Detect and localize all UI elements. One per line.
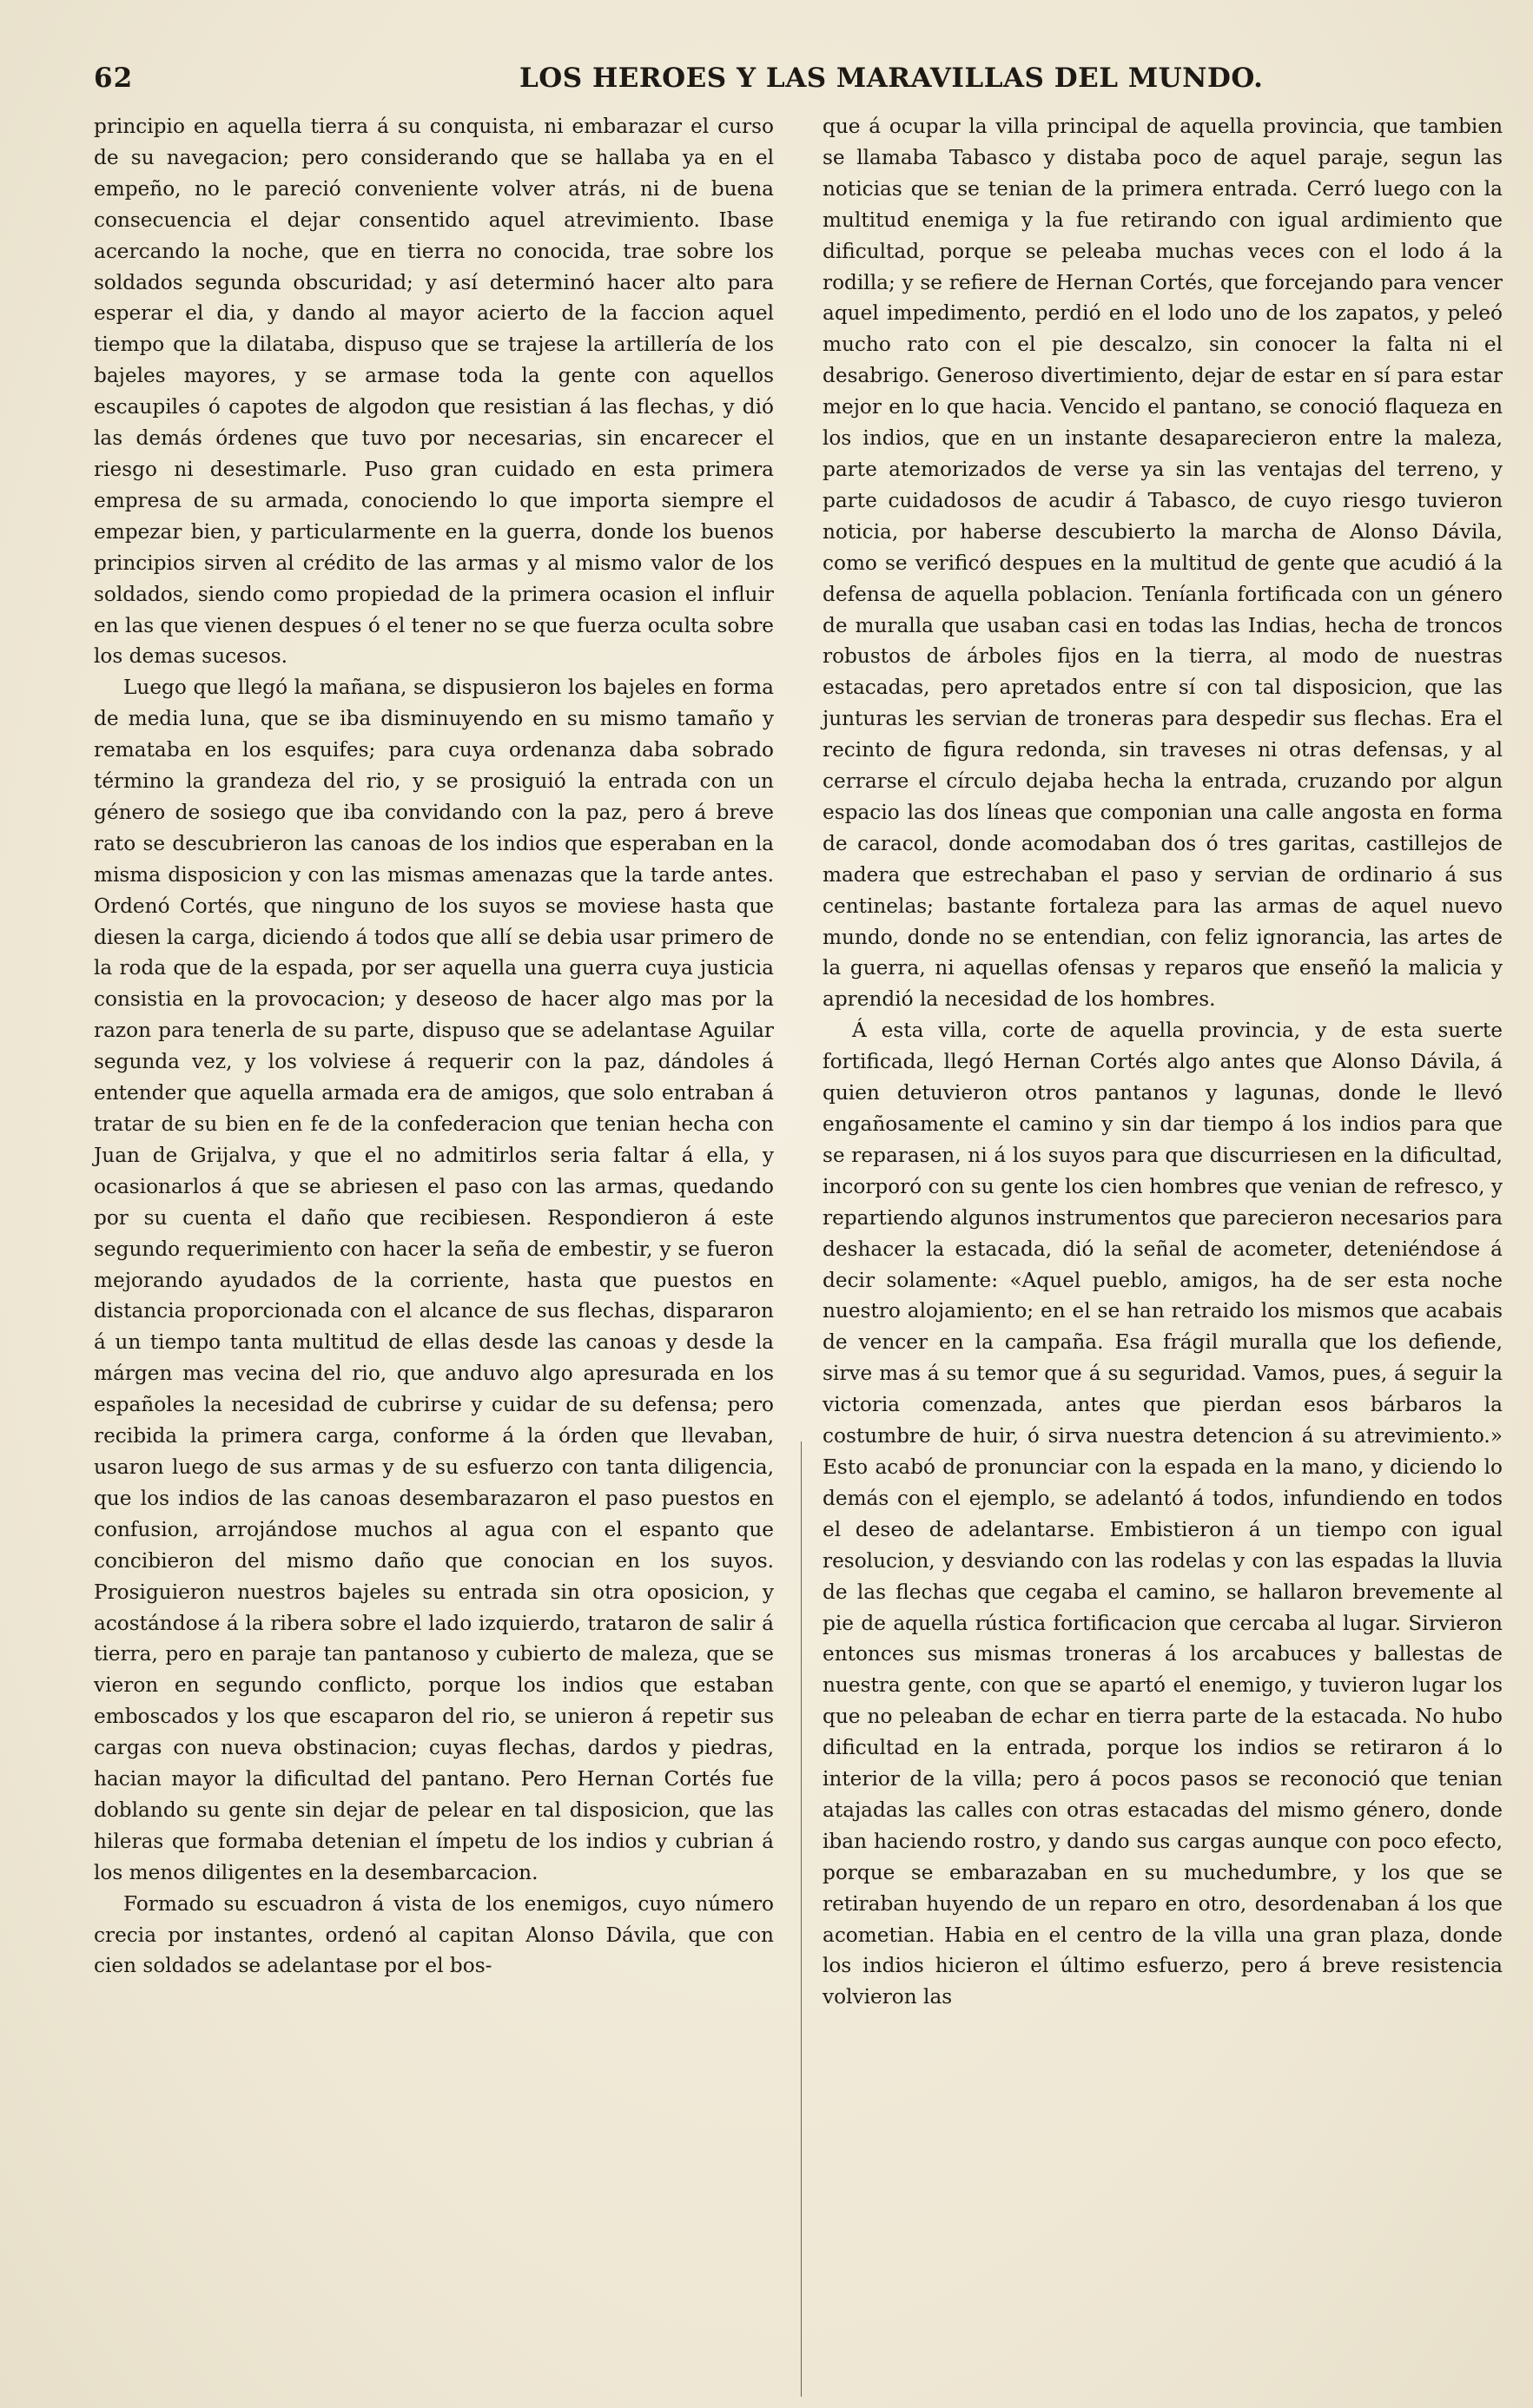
paragraph: principio en aquella tierra á su conquista, ni embarazar el curso de su navegacion; pero considerando que se hallaba ya en el empeño, no le pareció conveniente volver atrás, ni de buena consecuencia el dejar consentido aquel atrevimiento. Ibase acercando la noche, que en tierra no conocida, trae sobre los soldados segunda obscuridad; y así determinó hacer alto para esperar el dia, y dando al mayor acierto de la faccion aquel tiempo que la dilataba, dispuso que se trajese la artillería de los bajeles mayores, y se armase toda la gente con aquellos escaupiles ó capotes de algodon que resistian á las flechas, y dió las demás órdenes que tuvo por necesarias, sin encarecer el riesgo ni desestimarle. Puso gran cuidado en esta primera empresa de su armada, conociendo lo que importa siempre el empezar bien, y particularmente en la guerra, donde los buenos principios sirven al crédito de las armas y al mismo valor de los soldados, siendo como propiedad de la primera ocasion el influir en las que vienen despues ó el tener no se que fuerza oculta sobre los demas sucesos. xyxy=(94,115,775,669)
running-title: LOS HEROES Y LAS MARAVILLAS DEL MUNDO. xyxy=(519,63,1264,94)
page-number: 62 xyxy=(94,63,134,94)
paragraph: Formado su escuadron á vista de los enemigos, cuyo número crecia por instantes, ordenó al capitan Alonso Dávila, que con cien soldados se adelantase por el bos- xyxy=(94,1891,774,1978)
column-divider xyxy=(801,1442,802,2397)
paragraph: Luego que llegó la mañana, se dispusieron los bajeles en forma de media luna, que se iba disminuyendo en su mismo tamaño y remataba en los esquifes; para cuya ordenanza daba sobrado término la grandeza del rio, y se prosiguió la entrada con un género de sosiego que iba convidando con la paz, pero á breve rato se descubrieron las canoas de los indios que esperaban en la misma disposicion y con las mismas amenazas que la tarde antes. Ordenó Cortés, que ninguno de los suyos se moviese hasta que diesen la carga, diciendo á todos que allí se debia usar primero de la roda que de la espada, por ser aquella una guerra cuya justicia consistia en la provocacion; y deseoso de hacer algo mas por la razon para tenerla de su parte, dispuso que se adelantase Aguilar segunda vez, y los volviese á requerir con la paz, dándoles á entender que aquella armada era de amigos, que solo entraban á tratar de su bien en fe de la confederacion que tenian hecha con Juan de Grijalva, y que el no admitirlos seria faltar á ella, y ocasionarlos á que se abriesen el paso con las armas, quedando por su cuenta el daño que recibiesen. Respondieron á este segundo requerimiento con hacer la seña de embestir, y se fueron mejorando ayudados de la corriente, hasta que puestos en distancia proporcionada con el alcance de sus flechas, dispararon á un tiempo tanta multitud de ellas desde las canoas y desde la márgen mas vecina del rio, que anduvo algo apresurada en los españoles la necesidad de cubrirse y cuidar de su defensa; pero recibida la primera carga, conforme á la órden que llevaban, usaron luego de sus armas y de su esfuerzo con tanta diligencia, que los indios de las canoas desembarazaron el paso puestos en confusion, arrojándose muchos al agua con el espanto que concibieron del mismo daño que conocian en los suyos. Prosiguieron nuestros bajeles su entrada sin otra oposicion, y acostándose á la ribera sobre el lado izquierdo, trataron de salir á tierra, pero en paraje tan pantanoso y cubierto de maleza, que se vieron en segundo conflicto, porque los indios que estaban emboscados y los que escaparon del rio, se unieron á repetir sus cargas con nueva obstinacion; cuyas flechas, dardos y piedras, hacian mayor la dificultad del pantano. Pero Hernan Cortés fue doblando su gente sin dejar de pelear en tal disposicion, que las hileras que formaba detenian el ímpetu de los indios y cubrian á los menos diligentes en la desembarcacion. xyxy=(94,676,774,1884)
paragraph: Á esta villa, corte de aquella provincia, y de esta suerte fortificada, llegó Hernan Cortés algo antes que Alonso Dávila, á quien detuvieron otros pantanos y lagunas, donde le llevó engañosamente el camino y sin dar tiempo á los indios para que se reparasen, ni á los suyos para que discurriesen en la dificultad, incorporó con su gente los cien hombres que venian de refresco, y repartiendo algunos instrumentos que parecieron necesarios para deshacer la estacada, dió la señal de acometer, deteniéndose á decir solamente: «Aquel pueblo, amigos, ha de ser esta noche nuestro alojamiento; en el se han retraido los mismos que acabais de vencer en la campaña. Esa frágil muralla que los defiende, sirve mas á su temor que á su seguridad. Vamos, pues, á seguir la victoria comenzada, antes que pierdan esos bárbaros la costumbre de huir, ó sirva nuestra detencion á su atrevimiento.» Esto acabó de pronunciar con la espada en la mano, y diciendo lo demás con el ejemplo, se adelantó á todos, infundiendo en todos el deseo de adelantarse. Embistieron á un tiempo con igual resolucion, y desviando con las rodelas y con las espadas la lluvia de las flechas que cegaba el camino, se hallaron brevemente al pie de aquella rústica fortificacion que cercaba al lugar. Sirvieron entonces sus mismas troneras á los arcabuces y ballestas de nuestra gente, con que se apartó el enemigo, y tuvieron lugar los que no peleaban de echar en tierra parte de la estacada. No hubo dificultad en la entrada, porque los indios se retiraron á lo interior de la villa; pero á pocos pasos se reconoció que tenian atajadas las calles con otras estacadas del mismo género, donde iban haciendo rostro, y dando sus cargas aunque con poco efecto, porque se embarazaban en su muchedumbre, y los que se retiraban huyendo de un reparo en otro, desordenaban á los que acometian. Habia en el centro de la villa una gran plaza, donde los indios hicieron el último esfuerzo, pero á breve resistencia volvieron las xyxy=(823,1019,1503,2009)
page-header xyxy=(94,63,1475,101)
paragraph: que á ocupar la villa principal de aquella provincia, que tambien se llamaba Tabasco y distaba poco de aquel paraje, segun las noticias que se tenian de la primera entrada. Cerró luego con la multitud enemiga y la fue retirando con igual ardimiento que dificultad, porque se peleaba muchas veces con el lodo á la rodilla; y se refiere de Hernan Cortés, que forcejando para vencer aquel impedimento, perdió en el lodo uno de los zapatos, y peleó mucho rato con el pie descalzo, sin conocer la falta ni el desabrigo. Generoso divertimiento, dejar de estar en sí para estar mejor en lo que hacia. Vencido el pantano, se conoció flaqueza en los indios, que en un instante desaparecieron entre la maleza, parte atemorizados de verse ya sin las ventajas del terreno, y parte cuidadosos de acudir á Tabasco, de cuyo riesgo tuvieron noticia, por haberse descubierto la marcha de Alonso Dávila, como se verificó despues en la multitud de gente que acudió á la defensa de aquella poblacion. Teníanla fortificada con un género de muralla que usaban casi en todas las Indias, hecha de troncos robustos de árboles fijos en la tierra, al modo de nuestras estacadas, pero apretados entre sí con tal disposicion, que las junturas les servian de troneras para despedir sus flechas. Era el recinto de figura redonda, sin traveses ni otras defensas, y al cerrarse el círculo dejaba hecha la entrada, cruzando por algun espacio las dos líneas que componian una calle angosta en forma de caracol, donde acomodaban dos ó tres garitas, castillejos de madera que estrechaban el paso y servian de ordinario á sus centinelas; bastante fortaleza para las armas de aquel nuevo mundo, donde no se entendian, con feliz ignorancia, las artes de la guerra, ni aquellas ofensas y reparos que enseñó la malicia y aprendió la necesidad de los hombres. xyxy=(823,115,1503,1012)
right-column xyxy=(823,111,1503,2013)
left-column xyxy=(94,111,774,1982)
